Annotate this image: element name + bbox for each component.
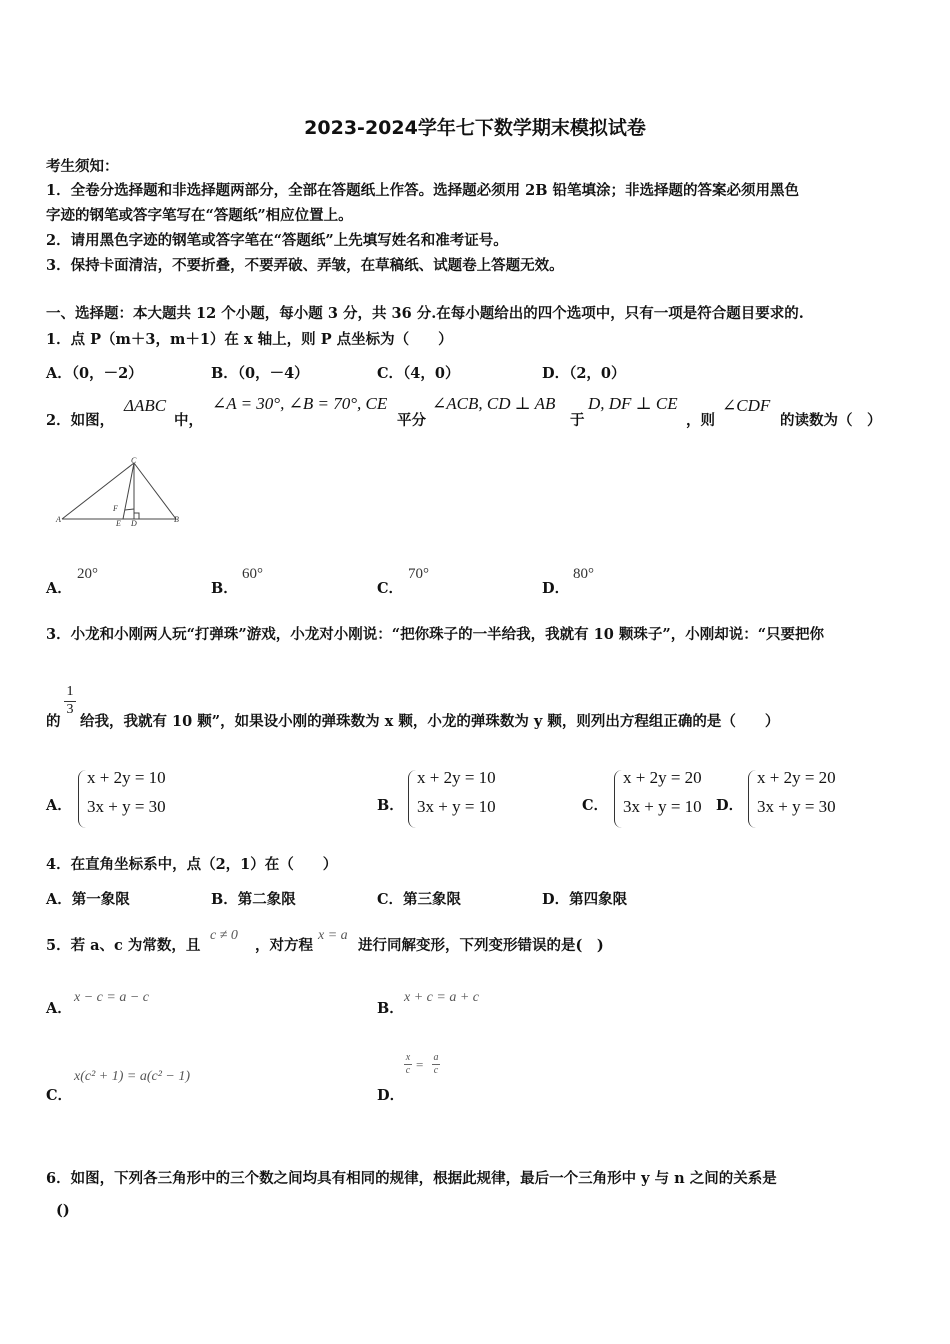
q5-option-d[interactable]: D． bbox=[377, 1087, 405, 1104]
q2-stem-2: 中， bbox=[174, 412, 203, 429]
q2-math-1: ΔABC bbox=[124, 396, 167, 415]
q2-option-b-value: 60° bbox=[242, 566, 263, 582]
q2-option-c[interactable]: C． bbox=[377, 580, 404, 597]
q5-option-b-value: x + c = a + c bbox=[404, 990, 479, 1005]
q3-option-d[interactable]: D． bbox=[716, 797, 744, 814]
q2-math-5: ∠CDF bbox=[722, 396, 771, 415]
fig-label-c: C bbox=[131, 456, 137, 465]
q2-math-4: D, DF ⊥ CE bbox=[588, 394, 678, 413]
q3-de: 的 bbox=[46, 713, 61, 730]
q3-fraction bbox=[64, 684, 76, 718]
q4-stem: 4．在直角坐标系中，点（2，1）在（ ） bbox=[46, 856, 338, 873]
q1-option-d[interactable]: D．（2，0） bbox=[542, 365, 626, 382]
q2-stem-3: 平分 bbox=[397, 412, 426, 429]
q5-stem-3: 进行同解变形，下列变形错误的是( ) bbox=[358, 937, 604, 954]
q5-option-c-value: x(c² + 1) = a(c² − 1) bbox=[74, 1069, 191, 1084]
triangle-figure bbox=[52, 455, 192, 530]
notice-line-1a: 1．全卷分选择题和非选择题两部分，全部在答题纸上作答。选择题必须用 2B 铅笔填涂；非选择题的答案必须用黑色 bbox=[46, 182, 800, 199]
q3-option-d-system: x + 2y = 20 3x + y = 30 bbox=[748, 770, 868, 828]
fig-label-f: F bbox=[113, 504, 118, 513]
q6-stem-2: () bbox=[56, 1202, 70, 1219]
q5-d-c2: c bbox=[433, 1065, 439, 1076]
q3-option-b-system: x + 2y = 10 3x + y = 10 bbox=[408, 770, 528, 828]
q6-stem-1: 6．如图，下列各三角形中的三个数之间均具有相同的规律，根据此规律，最后一个三角形中 y 与 n 之间的关系是 bbox=[46, 1170, 777, 1187]
q5-d-eq: = bbox=[416, 1057, 424, 1072]
page-title: 2023-2024学年七下数学期末模拟试卷 bbox=[304, 117, 646, 139]
q4-option-a[interactable]: A．第一象限 bbox=[46, 891, 130, 908]
q2-stem-6: 的读数为（ ） bbox=[780, 412, 882, 429]
q2-stem-1: 2．如图， bbox=[46, 412, 115, 429]
q2-option-a[interactable]: A． bbox=[46, 580, 72, 597]
q5-math-1: c ≠ 0 bbox=[210, 928, 238, 943]
fig-label-b: B bbox=[174, 515, 179, 524]
q2-stem-4: 于 bbox=[570, 412, 585, 429]
q1-option-b[interactable]: B．（0，－4） bbox=[211, 365, 309, 382]
q4-option-d[interactable]: D．第四象限 bbox=[542, 891, 628, 908]
q5-d-a: a bbox=[433, 1052, 439, 1063]
q3-stem-2: 给我，我就有 10 颗”，如果设小刚的弹珠数为 x 颗，小龙的弹珠数为 y 颗，则列出方程组正确的是（ ） bbox=[80, 713, 780, 730]
q1-option-a[interactable]: A．（0，－2） bbox=[46, 365, 143, 382]
fig-label-a: A bbox=[56, 515, 61, 524]
q3-fraction-num: 1 bbox=[66, 684, 74, 699]
q1-option-c[interactable]: C．（4，0） bbox=[377, 365, 460, 382]
q3-option-c-system: x + 2y = 20 3x + y = 10 bbox=[614, 770, 714, 828]
q2-option-d[interactable]: D． bbox=[542, 580, 570, 597]
fig-label-e: E bbox=[116, 519, 121, 528]
q1-stem: 1．点 P（m＋3，m＋1）在 x 轴上，则 P 点坐标为（ ） bbox=[46, 331, 453, 348]
q2-option-c-value: 70° bbox=[408, 566, 429, 582]
notice-line-3: 3．保持卡面清洁，不要折叠，不要弄破、弄皱，在草稿纸、试题卷上答题无效。 bbox=[46, 257, 564, 274]
q2-option-b[interactable]: B． bbox=[211, 580, 238, 597]
q5-option-d-value bbox=[404, 1052, 444, 1082]
q3-option-b[interactable]: B． bbox=[377, 797, 404, 814]
q3-fraction-den: 3 bbox=[64, 701, 76, 718]
q5-d-x: x bbox=[405, 1052, 411, 1063]
section-heading: 一、选择题：本大题共 12 个小题，每小题 3 分，共 36 分.在每小题给出的四个选项中，只有一项是符合题目要求的. bbox=[46, 305, 804, 322]
q5-math-2: x = a bbox=[318, 928, 348, 943]
q5-d-c1: c bbox=[405, 1065, 411, 1076]
notice-line-1b: 字迹的钢笔或答字笔写在“答题纸”相应位置上。 bbox=[46, 207, 353, 224]
q5-stem-1: 5．若 a、c 为常数，且 bbox=[46, 937, 201, 954]
q3-option-a-system: x + 2y = 10 3x + y = 30 bbox=[78, 770, 198, 828]
notice-heading: 考生须知： bbox=[46, 158, 119, 175]
q5-option-a-value: x − c = a − c bbox=[74, 990, 149, 1005]
q5-option-c[interactable]: C． bbox=[46, 1087, 73, 1104]
q5-stem-2: ，对方程 bbox=[255, 937, 313, 954]
q4-option-b[interactable]: B．第二象限 bbox=[211, 891, 296, 908]
q5-option-a[interactable]: A． bbox=[46, 1000, 72, 1017]
q2-option-a-value: 20° bbox=[77, 566, 98, 582]
notice-line-2: 2．请用黑色字迹的钢笔或答字笔在“答题纸”上先填写姓名和准考证号。 bbox=[46, 232, 508, 249]
q4-option-c[interactable]: C．第三象限 bbox=[377, 891, 462, 908]
q3-option-a[interactable]: A． bbox=[46, 797, 72, 814]
q5-option-b[interactable]: B． bbox=[377, 1000, 404, 1017]
q3-option-c[interactable]: C． bbox=[582, 797, 609, 814]
q3-stem-1: 3．小龙和小刚两人玩“打弹珠”游戏，小龙对小刚说：“把你珠子的一半给我，我就有 10 颗珠子”，小刚却说：“只要把你 bbox=[46, 626, 825, 643]
fig-label-d: D bbox=[131, 519, 137, 528]
q2-math-2: ∠A = 30°, ∠B = 70°, CE bbox=[212, 394, 388, 413]
q2-stem-5: ，则 bbox=[686, 412, 715, 429]
q2-math-3: ∠ACB, CD ⊥ AB bbox=[432, 394, 556, 413]
q2-option-d-value: 80° bbox=[573, 566, 594, 582]
